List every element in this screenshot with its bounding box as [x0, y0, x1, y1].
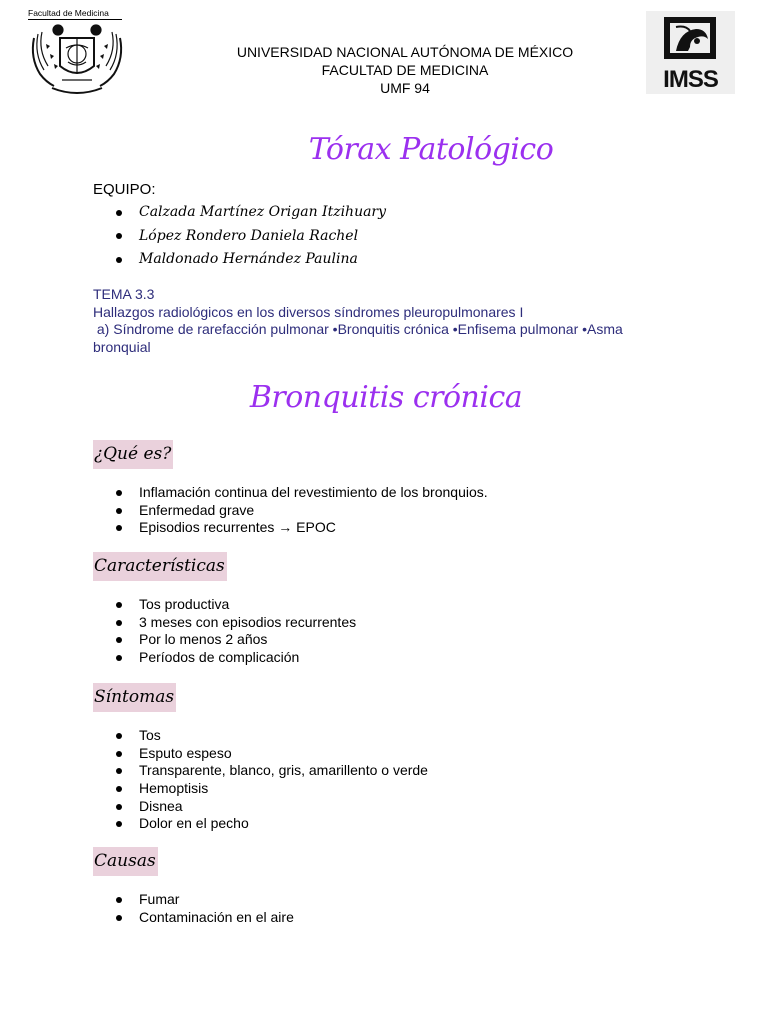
- topic-description: Hallazgos radiológicos en los diversos síndromes pleuropulmonares I: [93, 303, 524, 320]
- institution-header: [200, 43, 610, 97]
- list-item: Disnea: [116, 798, 428, 816]
- heading-sintomas: Síntomas: [93, 683, 176, 712]
- section-title: Bronquitis crónica: [249, 380, 523, 415]
- unam-logo-caption: Facultad de Medicina: [28, 8, 109, 18]
- list-item: Esputo espeso: [116, 745, 428, 763]
- list-item: Enfermedad grave: [116, 502, 488, 520]
- topic-subtopics-continued: bronquial: [93, 338, 151, 355]
- unit-name: UMF 94: [380, 80, 430, 96]
- list-item: Tos productiva: [116, 596, 356, 614]
- unam-crest-icon: [28, 8, 126, 96]
- list-item: Por lo menos 2 años: [116, 631, 356, 649]
- list-que-es: [116, 484, 488, 537]
- list-item: Contaminación en el aire: [116, 909, 294, 927]
- team-member: López Rondero Daniela Rachel: [116, 225, 386, 249]
- team-member: Maldonado Hernández Paulina: [116, 248, 386, 272]
- imss-logo: [646, 11, 735, 94]
- list-item: 3 meses con episodios recurrentes: [116, 614, 356, 632]
- heading-caracteristicas: Características: [93, 552, 227, 581]
- list-item: Episodios recurrentes → EPOC: [116, 519, 488, 537]
- list-causas: [116, 891, 294, 926]
- list-item: Tos: [116, 727, 428, 745]
- team-member: Calzada Martínez Origan Itzihuary: [116, 201, 386, 225]
- heading-causas: Causas: [93, 847, 158, 876]
- team-label: EQUIPO:: [93, 181, 156, 198]
- faculty-name: FACULTAD DE MEDICINA: [321, 62, 489, 78]
- list-item: Transparente, blanco, gris, amarillento o verde: [116, 762, 428, 780]
- topic-block: [93, 286, 653, 356]
- team-list: [116, 201, 386, 272]
- list-sintomas: [116, 727, 428, 833]
- list-item: Hemoptisis: [116, 780, 428, 798]
- list-item: Períodos de complicación: [116, 649, 356, 667]
- list-item: Inflamación continua del revestimiento de los bronquios.: [116, 484, 488, 502]
- imss-logo-text: IMSS: [663, 66, 718, 93]
- list-item: Fumar: [116, 891, 294, 909]
- university-name: UNIVERSIDAD NACIONAL AUTÓNOMA DE MÉXICO: [236, 44, 574, 60]
- imss-emblem-icon: [646, 11, 735, 94]
- heading-que-es: ¿Qué es?: [93, 440, 173, 469]
- topic-subtopics: a) Síndrome de rarefacción pulmonar •Bronquitis crónica •Enfisema pulmonar •Asma: [93, 321, 623, 337]
- list-item: Dolor en el pecho: [116, 815, 428, 833]
- list-caracteristicas: [116, 596, 356, 667]
- page-title: Tórax Patológico: [308, 132, 554, 167]
- unam-faculty-logo: [28, 8, 126, 96]
- topic-number: TEMA 3.3: [93, 286, 155, 302]
